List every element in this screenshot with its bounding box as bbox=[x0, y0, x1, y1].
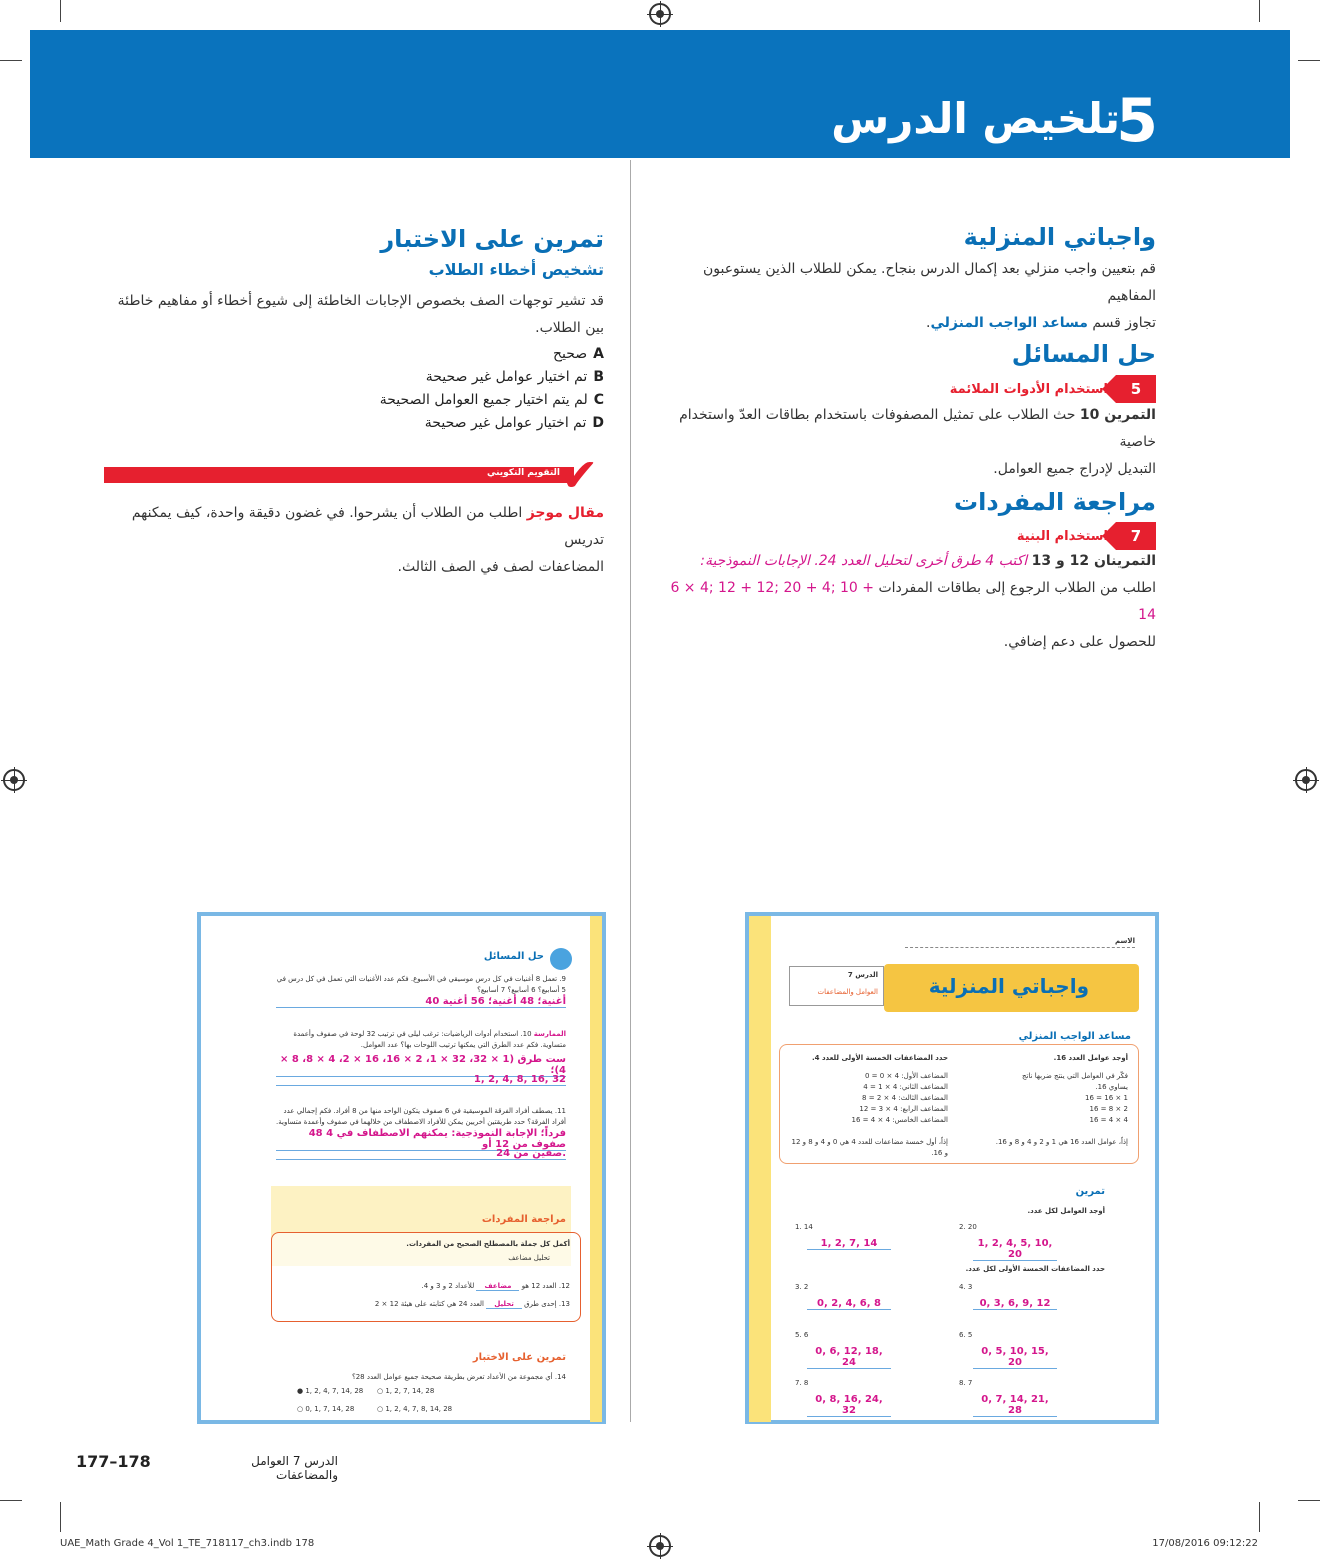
lesson-box: الدرس 7 العوامل والمضاعفات bbox=[789, 966, 884, 1006]
footer-lesson: الدرس 7 العوامل والمضاعفات bbox=[251, 1454, 338, 1482]
option-b: Bتم اختيار عوامل غير صحيحة bbox=[425, 369, 604, 385]
exercise-10-note: التمرين 10 حث الطلاب على تمثيل المصفوفات باستخدام بطاقات العدّ واستخدام خاصية التبديل لإدراج جميع العوامل. bbox=[679, 407, 1156, 477]
homework-text: قم بتعيين واجب منزلي بعد إكمال الدرس بنجاح. يمكن للطلاب الذين يستوعبون المفاهيم تجاوز قسم مساعد الواجب المنزلي. bbox=[702, 261, 1156, 331]
test-practice-title: تمرين على الاختبار bbox=[380, 225, 604, 253]
exit-ticket: مقال موجز اطلب من الطلاب أن يشرحوا. في غضون دقيقة واحدة، كيف يمكنهم تدريس المضاعفات لصف في الصف الثالث. bbox=[131, 505, 604, 575]
registration-mark-icon bbox=[649, 3, 671, 25]
diagnose-options bbox=[304, 343, 604, 435]
slug-date: 17/08/2016 09:12:22 bbox=[1152, 1538, 1258, 1549]
option-a: Aصحيح bbox=[552, 346, 604, 362]
banner-number: 5 bbox=[1116, 86, 1158, 156]
slug-file: UAE_Math Grade 4_Vol 1_TE_718117_ch3.indb 178 bbox=[60, 1538, 315, 1549]
practice-tag-7: 7 استخدام البنية bbox=[1017, 522, 1156, 550]
vocabulary-title: مراجعة المفردات bbox=[954, 488, 1156, 516]
lesson-banner bbox=[30, 30, 1290, 158]
banner-title: تلخيص الدرس bbox=[831, 94, 1120, 143]
page-footer bbox=[40, 1452, 640, 1482]
page-numbers: 177–178 bbox=[76, 1452, 151, 1471]
exercise-12-13-note: التمرينان 12 و 13 اكتب 4 طرق أخرى لتحليل العدد 24. الإجابات النموذجية: اطلب من الطلاب الرجوع إلى بطاقات المفردات 6 × 4; 12 + 12; 20 + 4; 10 + 14 للحصول على دعم إضافي. bbox=[670, 553, 1156, 650]
arrow-tag-icon: 5 bbox=[1116, 375, 1156, 403]
vocab-box: أكمل كل جملة بالمصطلح الصحيح من المفردات. تحليل مضاعف 12. العدد 12 هو مضاعف للأعداد 2 و 3 و 4. 13. إحدى طرق تحليل العدد 24 هي كتابته على هيئة 12 × 2 bbox=[271, 1232, 581, 1322]
column-divider bbox=[630, 160, 631, 1422]
diagnose-text: قد تشير توجهات الصف بخصوص الإجابات الخاطئة إلى شيوع أخطاء أو مفاهيم خاطئة بين الطلاب. bbox=[117, 293, 604, 336]
registration-mark-icon bbox=[1295, 769, 1317, 791]
formative-bar: التقويم التكويني bbox=[104, 467, 574, 483]
student-page-left: حل المسائل 9. تعمل 8 أغنيات في كل درس موسيقي في الأسبوع. فكم عدد الأغنيات التي تعمل في كل درس في 5 أسابيع؟ 6 أسابيع؟ 7 أسابيع؟ 40 أغنية؛ 48 أغنية؛ 56 أغنية الممارسة 10. استخدام أدوات الرياضيات: ترغب ليلى في ترتيب 32 لوحة في صفوف وأعمدة متساوية. فكم عدد الطرق التي يمكنها ترتيب اللوحات بها؟ عدد العوامل. ست طرق (1 × 32، 32 × 1، 2 × 16، 16 × 2، 4 × 8، 8 × 4)؛ 1, 2, 4, 8, 16, 32 11. يصطف أفراد الفرقة الموسيقية في 6 صفوف يتكون الواحد منها من 8 أفراد. فكم إجمالي عدد أفراد الفرقة؟ حدد طريقتين أخريين يمكن للأفراد الاصطفاف من خلالهما في صفوف وأعمدة متساوية. 48 فرداً؛ الإجابة النموذجية: يمكنهم الاصطفاف في 4 صفوف من 12 أو صفين من 24. مراجعة المفردات أكمل كل جملة بالمصطلح الصحيح من المفردات. تحليل مضاعف 12. العدد 12 هو مضاعف للأعداد 2 و 3 و 4. 13. إحدى طرق تحليل العدد 24 هي كتابته على هيئة 12 × 2 تمرين على الاختبار 14. أي مجموعة من الأعداد تعرض بطريقة صحيحة جميع عوامل العدد 28؟ ● 1, 2, 4, 7, 14, 28 ○ 1, 2, 7, 14, 28 ○ 0, 1, 7, 14, 28 ○ 1, 2, 4, 7, 8, 14, 28 bbox=[197, 912, 606, 1424]
checkmark-icon: ✔ bbox=[560, 448, 599, 502]
globe-icon bbox=[550, 948, 572, 970]
practice-tag-5: 5 استخدام الأدوات الملائمة bbox=[950, 375, 1156, 403]
homework-banner: واجباتي المنزلية bbox=[884, 964, 1139, 1012]
option-d: Dتم اختيار عوامل غير صحيحة bbox=[424, 415, 604, 431]
helper-box: أوجد عوامل العدد 16. فكّر في العوامل التي ينتج ضربها ناتج يساوي 16. 1 × 16 = 16 2 × 8 = 16 4 × 4 = 16 إذاً، عوامل العدد 16 هي 1 و 2 و 4 و 8 و 16. حدد المضاعفات الخمسة الأولى للعدد 4. المضاعف الأول: 4 × 0 = 0 المضاعف الثاني: 4 × 1 = 4 المضاعف الثالث: 4 × 2 = 8 المضاعف الرابع: 4 × 3 = 12 المضاعف الخامس: 4 × 4 = 16 إذاً، أول خمسة مضاعفات للعدد 4 هي 0 و 4 و 8 و 12 و 16. bbox=[779, 1044, 1139, 1164]
homework-title: واجباتي المنزلية bbox=[963, 223, 1156, 251]
student-page-right: الاسم الدرس 7 العوامل والمضاعفات واجباتي المنزلية مساعد الواجب المنزلي أوجد عوامل العدد 16. فكّر في العوامل التي ينتج ضربها ناتج يساوي 16. 1 × 16 = 16 2 × 8 = 16 4 × 4 = 16 إذاً، عوامل العدد 16 هي 1 و 2 و 4 و 8 و 16. حدد المضاعفات الخمسة الأولى للعدد 4. المضاعف الأول: 4 × 0 = 0 المضاعف الثاني: 4 × 1 = 4 المضاعف الثالث: 4 × 2 = 8 المضاعف الرابع: 4 × 3 = 12 المضاعف الخامس: 4 × 4 = 16 إذاً، أول خمسة مضاعفات للعدد 4 هي 0 و 4 و 8 و 12 و 16. تمرين أوجد العوامل لكل عدد. 2. 20 1. 14 1, 2, 4, 5, 10, 20 1, 2, 7, 14 حدد المضاعفات الخمسة الأولى لكل عدد. 4. 3 3. 2 0, 3, 6, 9, 12 0, 2, 4, 6, 8 6. 5 5. 6 0, 5, 10, 15, 20 0, 6, 12, 18, 24 8. 7 7. 8 0, 7, 14, 21, 28 0, 8, 16, 24, 32 bbox=[745, 912, 1159, 1424]
registration-mark-icon bbox=[3, 769, 25, 791]
registration-mark-icon bbox=[649, 1535, 671, 1557]
diagnose-title: تشخيص أخطاء الطلاب bbox=[428, 260, 604, 279]
problem-solving-title: حل المسائل bbox=[1011, 340, 1156, 368]
option-c: Cلم يتم اختيار جميع العوامل الصحيحة bbox=[379, 392, 604, 408]
arrow-tag-icon: 7 bbox=[1116, 522, 1156, 550]
